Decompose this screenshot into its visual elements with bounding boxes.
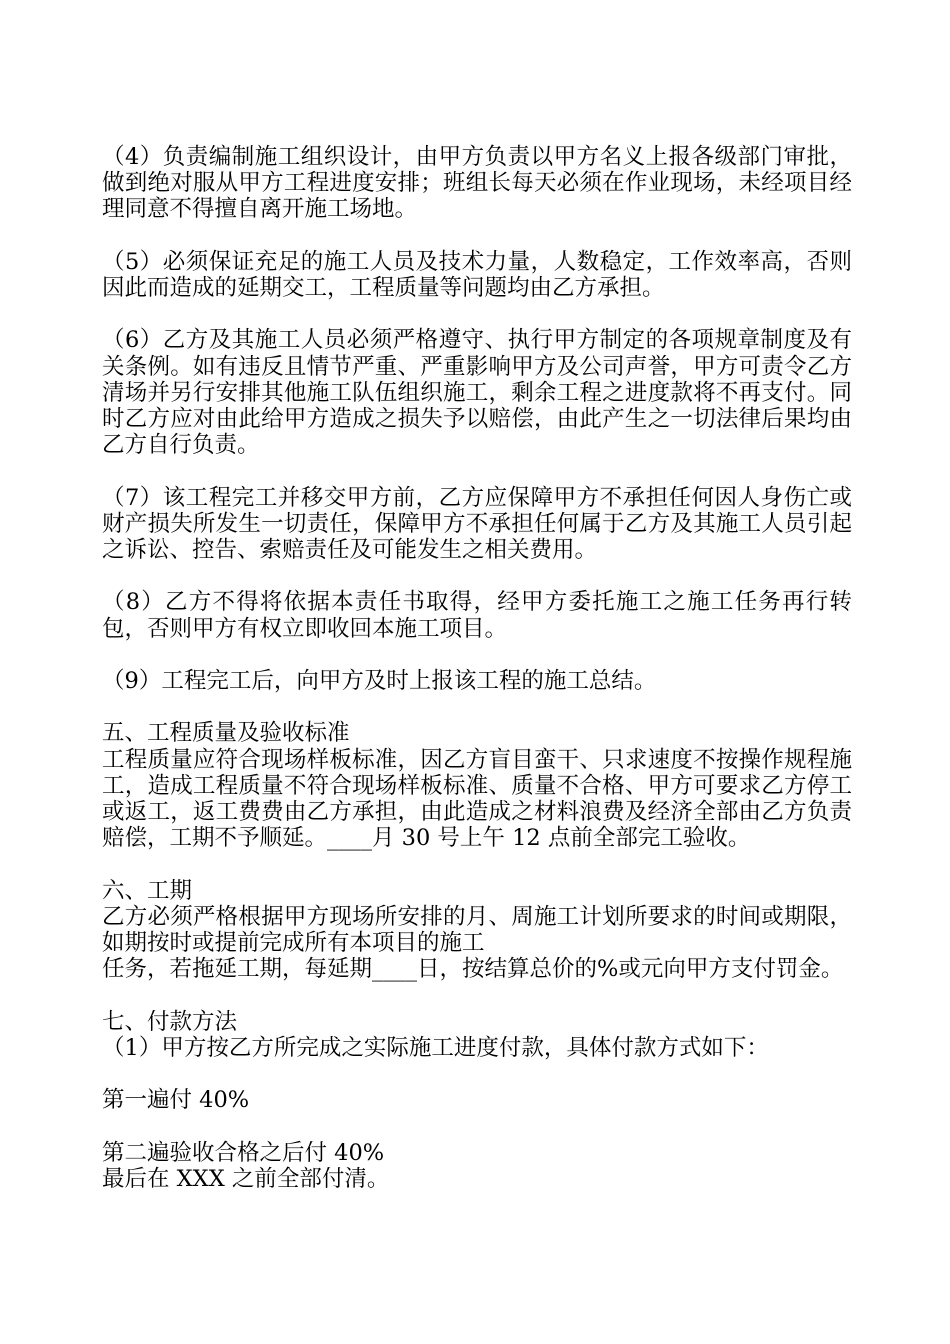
section-5-title: 五、工程质量及验收标准 xyxy=(102,720,350,747)
section-5-body: 工程质量应符合现场样板标准，因乙方盲目蛮干、只求速度不按操作规程施工，造成工程质量不符合现场样板标准、质量不合格、甲方可要求乙方停工或返工，返工费费由乙方承担，由此造成之材料浪费及经济全部由乙方负责赔偿，工期不予顺延。____月 30 号上午 12 点前全部完工验收。 xyxy=(102,746,852,852)
clause-item-6: （6）乙方及其施工人员必须严格遵守、执行甲方制定的各项规章制度及有关条例。如有违反且情节严重、严重影响甲方及公司声誉，甲方可责令乙方清场并另行安排其他施工队伍组织施工，剩余工程之进度款将不再支付。同时乙方应对由此给甲方造成之损失予以赔偿，由此产生之一切法律后果均由乙方自行负责。 xyxy=(102,327,852,459)
section-6-body-line1: 乙方必须严格根据甲方现场所安排的月、周施工计划所要求的时间或期限，如期按时或提前完成所有本项目的施工 xyxy=(102,903,852,956)
section-6-body-line2: 任务，若拖延工期，每延期____日，按结算总价的%或元向甲方支付罚金。 xyxy=(102,956,844,983)
payment-second: 第二遍验收合格之后付 40% xyxy=(102,1139,385,1166)
payment-clause-1: （1）甲方按乙方所完成之实际施工进度付款，具体付款方式如下： xyxy=(102,1034,769,1061)
document-page xyxy=(102,144,852,1192)
clause-item-7: （7）该工程完工并移交甲方前，乙方应保障甲方不承担任何因人身伤亡或财产损失所发生一切责任，保障甲方不承担任何属于乙方及其施工人员引起之诉讼、控告、索赔责任及可能发生之相关费用。 xyxy=(102,484,852,563)
clause-item-5: （5）必须保证充足的施工人员及技术力量，人数稳定，工作效率高，否则因此而造成的延期交工，工程质量等问题均由乙方承担。 xyxy=(102,248,852,301)
clause-item-4: （4）负责编制施工组织设计，由甲方负责以甲方名义上报各级部门审批，做到绝对服从甲方工程进度安排；班组长每天必须在作业现场，未经项目经理同意不得擅自离开施工场地。 xyxy=(102,144,852,223)
payment-first: 第一遍付 40% xyxy=(102,1087,250,1114)
section-6-title: 六、工期 xyxy=(102,877,193,904)
clause-item-8: （8）乙方不得将依据本责任书取得，经甲方委托施工之施工任务再行转包，否则甲方有权立即收回本施工项目。 xyxy=(102,589,852,642)
clause-item-9: （9）工程完工后，向甲方及时上报该工程的施工总结。 xyxy=(102,667,657,694)
section-7-title: 七、付款方法 xyxy=(102,1008,238,1035)
payment-final: 最后在 XXX 之前全部付清。 xyxy=(102,1165,390,1192)
